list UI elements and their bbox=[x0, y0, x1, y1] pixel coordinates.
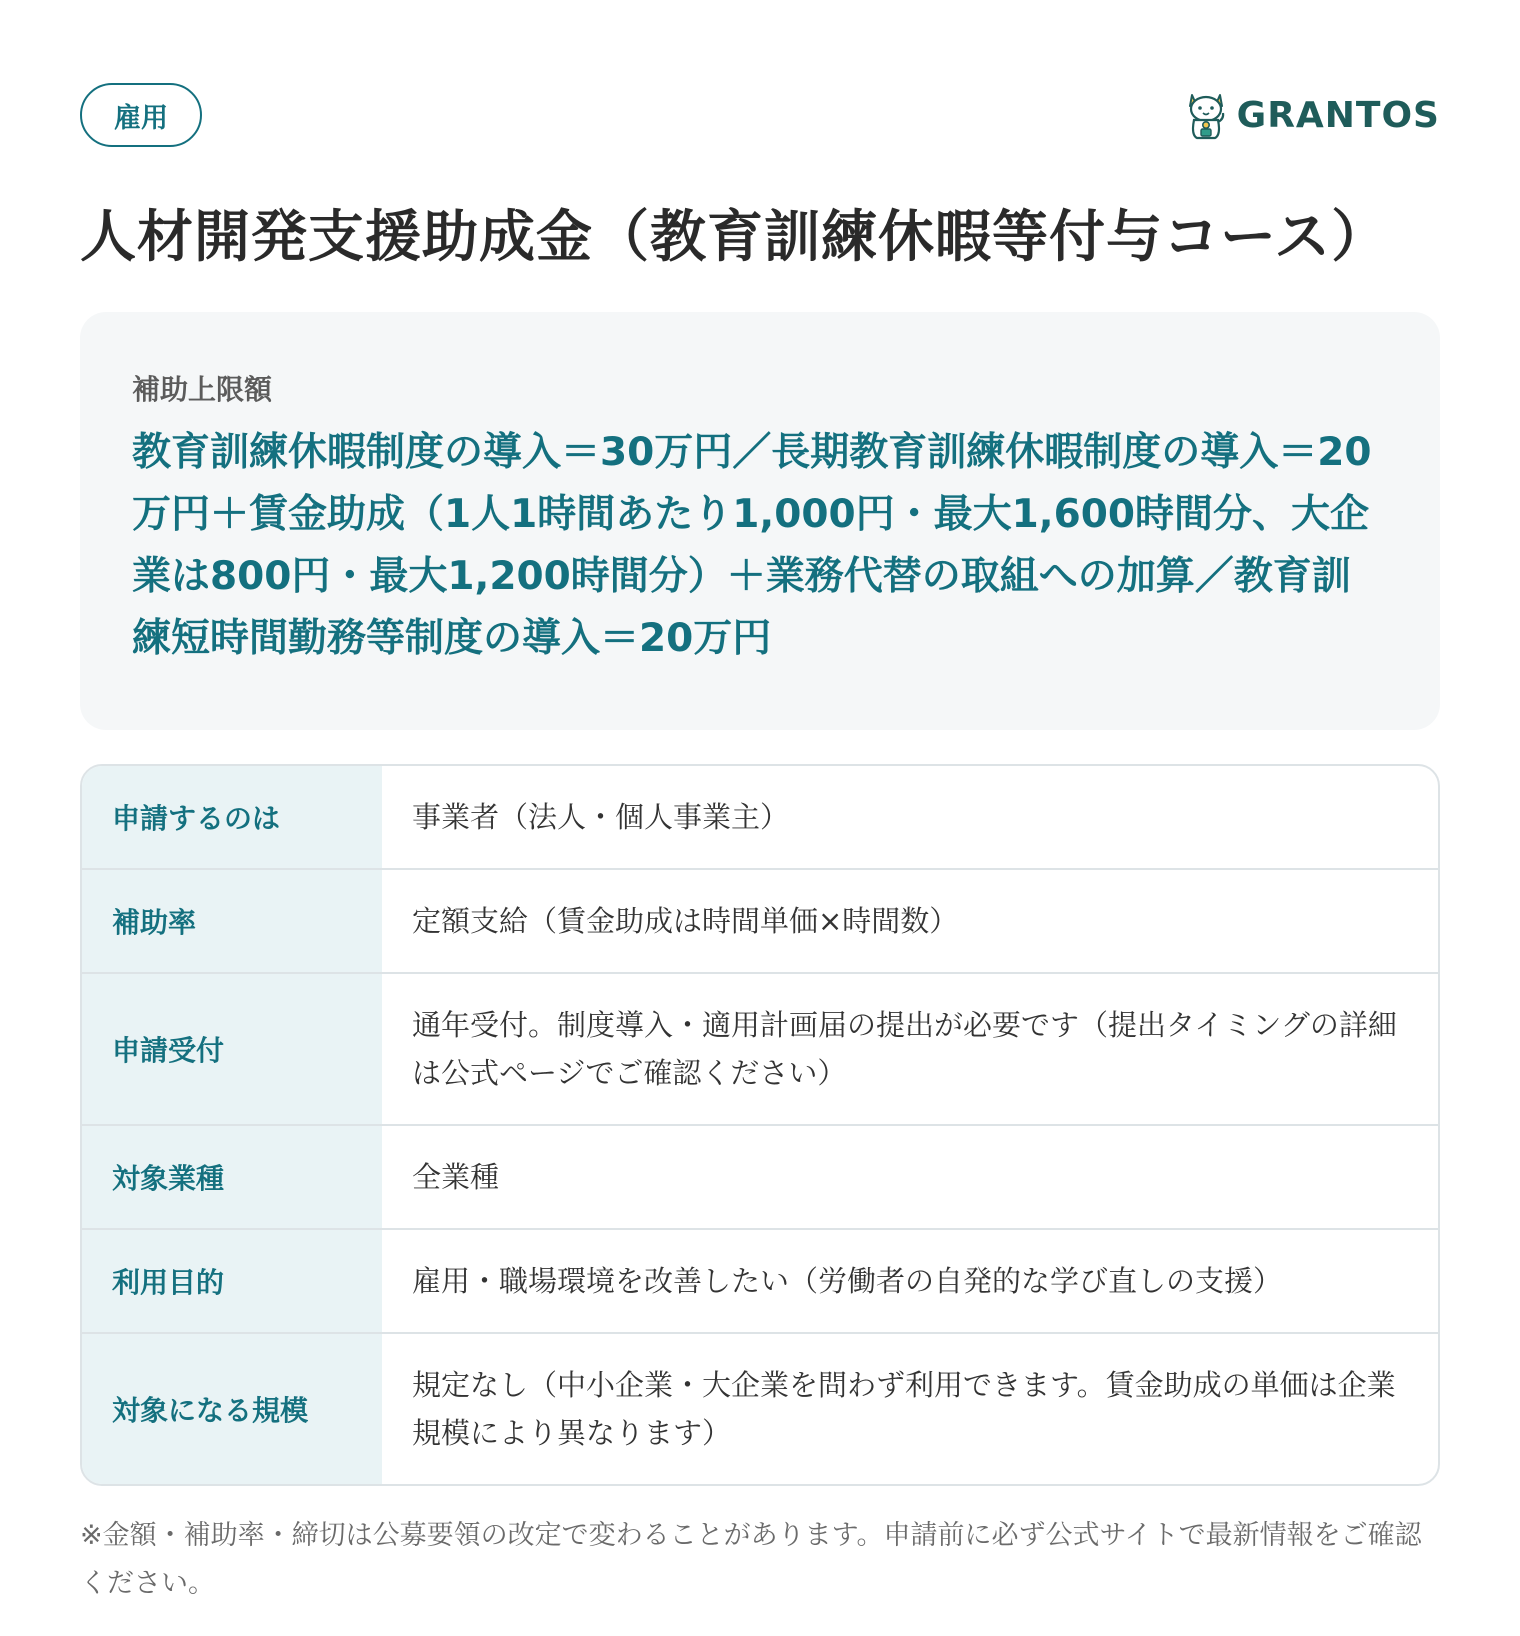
table-row bbox=[82, 1124, 1438, 1228]
table-row bbox=[82, 1332, 1438, 1484]
details-table bbox=[80, 764, 1440, 1486]
row-label: 対象業種 bbox=[82, 1126, 382, 1228]
disclaimer-footnote: ※金額・補助率・締切は公募要領の改定で変わることがあります。申請前に必ず公式サイトで最新情報をご確認ください。 bbox=[80, 1520, 1422, 1600]
row-label: 利用目的 bbox=[82, 1230, 382, 1332]
row-value: 定額支給（賃金助成は時間単価×時間数） bbox=[412, 904, 959, 939]
grant-summary-page bbox=[80, 80, 1440, 1635]
brand[interactable] bbox=[1185, 89, 1440, 141]
row-label: 対象になる規模 bbox=[82, 1334, 382, 1484]
row-value: 事業者（法人・個人事業主） bbox=[412, 800, 790, 835]
header bbox=[80, 80, 1440, 150]
amount-label: 補助上限額 bbox=[132, 373, 273, 407]
brand-name: GRANTOS bbox=[1236, 94, 1440, 136]
maneki-neko-cat-icon bbox=[1185, 89, 1227, 141]
table-row bbox=[82, 972, 1438, 1124]
row-value: 全業種 bbox=[412, 1160, 500, 1195]
table-row bbox=[82, 868, 1438, 972]
amount-card bbox=[80, 312, 1440, 730]
row-value: 規定なし（中小企業・大企業を問わず利用できます。賃金助成の単価は企業規模により異なります） bbox=[412, 1368, 1396, 1451]
row-label: 申請受付 bbox=[82, 974, 382, 1124]
category-tag[interactable]: 雇用 bbox=[80, 83, 202, 147]
row-label: 補助率 bbox=[82, 870, 382, 972]
row-label: 申請するのは bbox=[82, 766, 382, 868]
page-title: 人材開発支援助成金（教育訓練休暇等付与コース） bbox=[80, 205, 1389, 270]
row-value: 通年受付。制度導入・適用計画届の提出が必要です（提出タイミングの詳細は公式ページでご確認ください） bbox=[412, 1008, 1397, 1091]
amount-value: 教育訓練休暇制度の導入＝30万円／長期教育訓練休暇制度の導入＝20万円＋賃金助成（1人1時間あたり1,000円・最大1,600時間分、大企業は800円・最大1,200時間分）＋業務代替の取組への加算／教育訓練短時間勤務等制度の導入＝20万円 bbox=[132, 430, 1372, 662]
table-row bbox=[82, 1228, 1438, 1332]
row-value: 雇用・職場環境を改善したい（労働者の自発的な学び直しの支援） bbox=[412, 1264, 1283, 1299]
table-row bbox=[82, 766, 1438, 868]
